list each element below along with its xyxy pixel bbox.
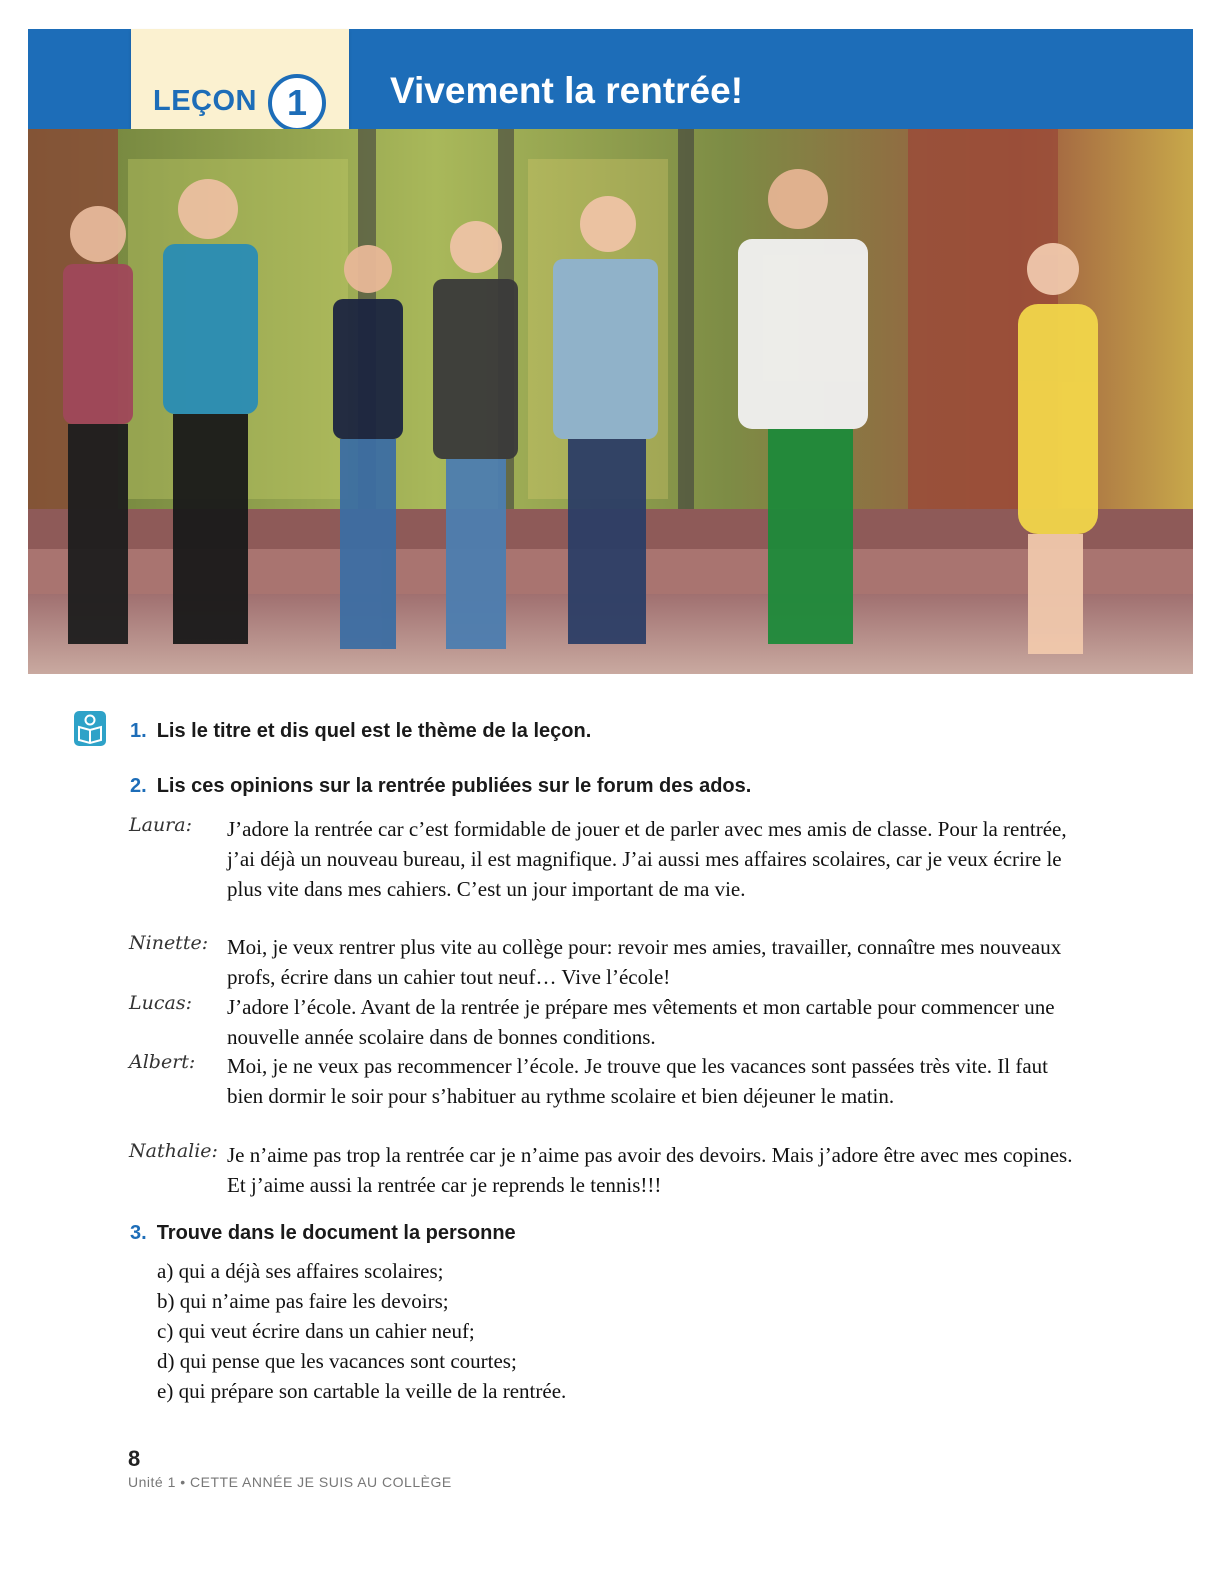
answer-option-e: e) qui prépare son cartable la veille de la rentrée. bbox=[157, 1379, 567, 1403]
lesson-label: LEÇON bbox=[153, 85, 257, 117]
question-1-text: Lis le titre et dis quel est le thème de la leçon. bbox=[156, 720, 592, 742]
reading-book-icon bbox=[74, 711, 106, 746]
question-3-number: 3. bbox=[130, 1222, 147, 1244]
answer-option-b: b) qui n’aime pas faire les devoirs; bbox=[157, 1289, 449, 1313]
lesson-number-badge: 1 bbox=[268, 74, 326, 132]
question-2-text: Lis ces opinions sur la rentrée publiées sur le forum des ados. bbox=[156, 775, 752, 797]
children-walking-photo bbox=[28, 129, 1193, 674]
opinion-text: J’adore la rentrée car c’est formidable de jouer et de parler avec mes amis de classe. Pour la rentrée, j’ai déjà un nouveau bureau, il est magnifique. J’ai aussi mes affaires scolaires, car je veux écrire le plus vite dans mes cahiers. C’est un jour important de ma vie. bbox=[227, 817, 1067, 901]
opinion-author: Ninette: bbox=[129, 932, 209, 954]
answer-options-list bbox=[157, 1256, 566, 1406]
opinion-author: Albert: bbox=[129, 1051, 196, 1073]
photo-illustration bbox=[28, 129, 1193, 674]
opinion-text: Moi, je ne veux pas recommencer l’école. Je trouve que les vacances sont passées très vite. Il faut bien dormir le soir pour s’habituer au rythme scolaire et bien déjeuner le matin. bbox=[227, 1054, 1049, 1108]
opinion-text: J’adore l’école. Avant de la rentrée je prépare mes vêtements et mon cartable pour commencer une nouvelle année scolaire dans de bonnes conditions. bbox=[227, 995, 1055, 1049]
lesson-title: Vivement la rentrée! bbox=[390, 70, 744, 111]
question-3-text: Trouve dans le document la personne bbox=[156, 1222, 516, 1244]
question-1-number: 1. bbox=[130, 720, 147, 742]
opinion-author: Laura: bbox=[129, 814, 192, 836]
question-2 bbox=[130, 775, 751, 798]
unit-footer: Unité 1 • CETTE ANNÉE JE SUIS AU COLLÈGE bbox=[128, 1474, 452, 1490]
answer-option-c: c) qui veut écrire dans un cahier neuf; bbox=[157, 1319, 475, 1343]
question-3 bbox=[130, 1222, 516, 1245]
answer-option-d: d) qui pense que les vacances sont courtes; bbox=[157, 1349, 517, 1373]
answer-option-a: a) qui a déjà ses affaires scolaires; bbox=[157, 1259, 444, 1283]
opinion-author: Nathalie: bbox=[129, 1140, 218, 1162]
page-number: 8 bbox=[128, 1446, 141, 1471]
question-2-number: 2. bbox=[130, 775, 147, 797]
opinion-author: Lucas: bbox=[129, 992, 192, 1014]
question-1 bbox=[130, 720, 591, 743]
opinion-text: Je n’aime pas trop la rentrée car je n’aime pas avoir des devoirs. Mais j’adore être avec mes copines. Et j’aime aussi la rentrée car je reprends le tennis!!! bbox=[227, 1143, 1073, 1197]
opinion-text: Moi, je veux rentrer plus vite au collège pour: revoir mes amies, travailler, connaître mes nouveaux profs, écrire dans un cahier tout neuf… Vive l’école! bbox=[227, 935, 1062, 989]
